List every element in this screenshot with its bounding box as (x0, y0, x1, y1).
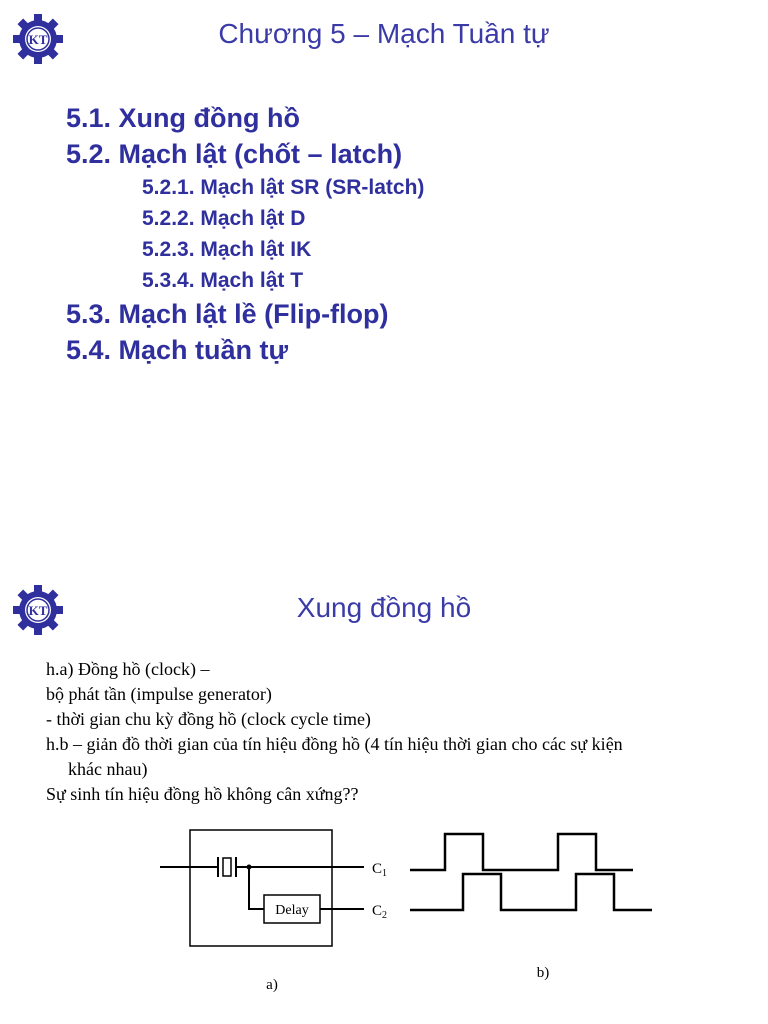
body-line: h.a) Đồng hồ (clock) – (46, 659, 210, 679)
slide-2 (0, 512, 768, 1024)
toc-section: 5.2. Mạch lật (chốt – latch) (66, 139, 403, 169)
c2-label: $C_2$ (372, 903, 388, 921)
delay-label: Delay (275, 903, 309, 918)
body-line: - thời gian chu kỳ đồng hồ (clock cycle time) (46, 709, 371, 729)
slide-1-title: Chương 5 – Mạch Tuần tự (218, 18, 550, 49)
caption-b: b) (536, 965, 550, 981)
svg-text:KT: KT (28, 32, 48, 47)
table-of-contents (66, 100, 424, 368)
slide-2-title: Xung đồng hồ (296, 592, 472, 623)
body-line: bộ phát tần (impulse generator) (46, 684, 272, 704)
caption-a: a) (266, 977, 278, 993)
c1-waveform (410, 834, 633, 870)
toc-section: 5.4. Mạch tuần tự (66, 335, 289, 365)
c1-label: $C_1$ (372, 861, 388, 879)
delay-input-wire (249, 867, 264, 909)
clock-circuit-diagram (0, 822, 768, 1012)
toc-subsection: 5.2.3. Mạch lật IK (142, 238, 312, 261)
body-line: khác nhau) (68, 759, 148, 779)
body-line: h.b – giản đồ thời gian của tín hiệu đồng hồ (4 tín hiệu thời gian cho các sự kiện (46, 734, 623, 754)
toc-section: 5.3. Mạch lật lề (Flip-flop) (66, 299, 389, 329)
body-line: Sự sinh tín hiệu đồng hồ không cân xứng?? (46, 784, 359, 804)
toc-subsection: 5.3.4. Mạch lật T (142, 269, 304, 292)
crystal-oscillator-icon (218, 857, 236, 877)
slide-2-body (46, 657, 746, 807)
toc-subsection: 5.2.2. Mạch lật D (142, 207, 306, 230)
circuit-box (190, 830, 332, 946)
toc-section: 5.1. Xung đồng hồ (66, 103, 300, 133)
c2-waveform (410, 874, 652, 910)
svg-text:KT: KT (28, 603, 48, 618)
toc-subsection: 5.2.1. Mạch lật SR (SR-latch) (142, 176, 425, 199)
